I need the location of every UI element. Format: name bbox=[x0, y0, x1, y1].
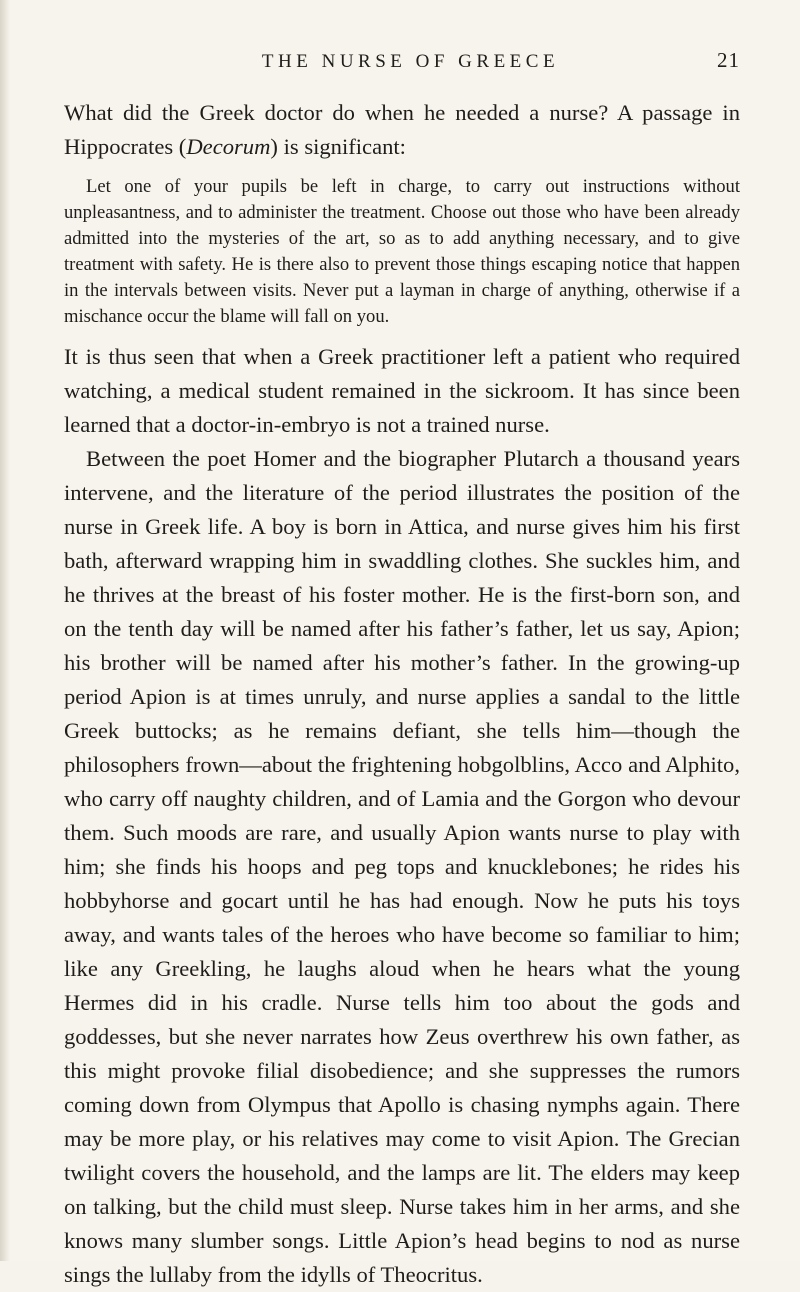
running-title: THE NURSE OF GREECE bbox=[261, 51, 560, 72]
intro-paragraph bbox=[64, 96, 740, 164]
intro-italic-title: Decorum bbox=[186, 134, 271, 159]
body-text bbox=[64, 96, 740, 1292]
block-quote: Let one of your pupils be left in charge, to carry out instructions without unpleasantness, and to administer the treatment. Choose out those who have been already admitted into the mysteries of the art, so as to add anything necessary, and to give treatment with safety. He is there also to prevent those things escaping notice that happen in the intervals between visits. Never put a layman in charge of anything, otherwise if a mischance occur the blame will fall on you. bbox=[64, 176, 740, 327]
intro-text-b: ) is significant: bbox=[270, 134, 406, 159]
paragraph-homer-plutarch: Between the poet Homer and the biographer Plutarch a thousand years intervene, and the literature of the period illustrates the position of the nurse in Greek life. A boy is born in Attica, and nurse gives him his first bath, afterward wrapping him in swaddling clothes. She suckles him, and he thrives at the breast of his foster mother. He is the first-born son, and on the tenth day will be named after his father’s father, let us say, Apion; his brother will be named after his mother’s father. In the growing-up period Apion is at times unruly, and nurse applies a sandal to the little Greek buttocks; as he remains defiant, she tells him—though the philosophers frown—about the frightening hobgolblins, Acco and Alphito, who carry off naughty children, and of Lamia and the Gorgon who devour them. Such moods are rare, and usually Apion wants nurse to play with him; she finds his hoops and peg tops and knucklebones; he rides his hobbyhorse and gocart until he has had enough. Now he puts his toys away, and wants tales of the heroes who have become so familiar to him; like any Greekling, he laughs aloud when he hears what the young Hermes did in his cradle. Nurse tells him too about the gods and goddesses, but she never narrates how Zeus overthrew his own father, as this might provoke filial disobedience; and she suppresses the rumors coming down from Olympus that Apollo is chasing nymphs again. There may be more play, or his relatives may come to visit Apion. The Grecian twilight covers the household, and the lamps are lit. The elders may keep on talking, but the child must sleep. Nurse takes him in her arms, and she knows many slumber songs. Little Apion’s head begins to nod as nurse sings the lullaby from the idylls of Theocritus. bbox=[64, 446, 740, 1287]
paragraph-after-quote: It is thus seen that when a Greek practitioner left a patient who required watching, a medical student remained in the sickroom. It has since been learned that a doctor-in-embryo is not a trained nurse. bbox=[64, 344, 740, 437]
gutter-shadow bbox=[0, 0, 10, 1261]
page-number: 21 bbox=[717, 48, 740, 72]
running-head bbox=[64, 48, 740, 76]
intro-text-a: What did the Greek doctor do when he needed a nurse? A passage in Hippocrates ( bbox=[64, 100, 740, 159]
